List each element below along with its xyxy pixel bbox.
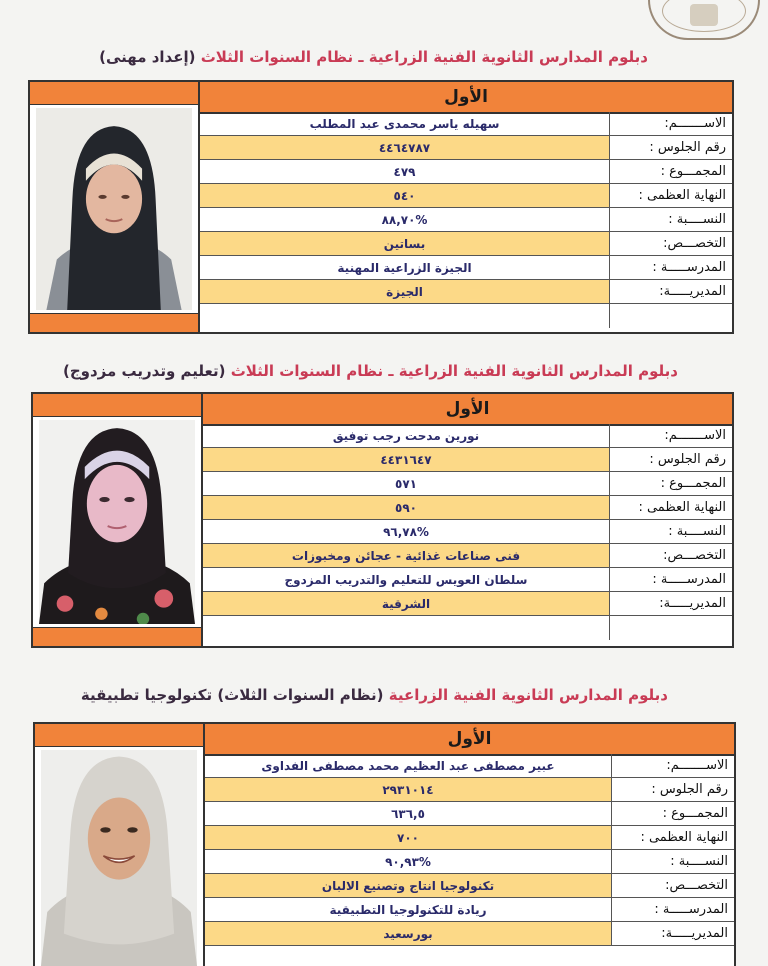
value-name: عبير مصطفى عبد العظيم محمد مصطفى الفداوى xyxy=(205,754,612,777)
result-table xyxy=(203,394,732,646)
label-seat-number: رقم الجلوس : xyxy=(649,140,726,155)
label-school: المدرســـــة : xyxy=(652,572,726,587)
row-max-score xyxy=(205,826,734,850)
label-max-score: النهاية العظمى : xyxy=(640,830,728,845)
label-total: المجمـــوع : xyxy=(662,806,728,821)
value-percentage: %٨٨,٧٠ xyxy=(200,208,610,231)
row-percentage xyxy=(205,850,734,874)
row-percentage xyxy=(200,208,732,232)
row-name xyxy=(205,754,734,778)
value-specialization: بساتين xyxy=(200,232,610,255)
label-percentage: النســــبة : xyxy=(670,854,728,869)
label-max-score: النهاية العظمى : xyxy=(638,188,726,203)
value-max-score: ٥٩٠ xyxy=(203,496,610,519)
label-specialization: التخصـــص: xyxy=(663,548,726,563)
student-photo-frame xyxy=(35,724,205,966)
section-title-main: دبلوم المدارس الثانوية الفنية الزراعية ـ نظام السنوات الثلاث xyxy=(200,48,648,66)
value-seat-number: ٤٤٦٤٧٨٧ xyxy=(200,136,610,159)
result-card xyxy=(33,722,736,966)
value-empty xyxy=(203,616,610,640)
section-title xyxy=(63,362,678,380)
row-percentage xyxy=(203,520,732,544)
value-name: سهيله ياسر محمدى عبد المطلب xyxy=(200,112,610,135)
student-photo-frame xyxy=(30,82,200,332)
label-name: الاســـــــم: xyxy=(666,758,728,773)
section-title-track: (تعليم وتدريب مزدوج) xyxy=(62,362,226,380)
label-empty xyxy=(610,304,732,328)
label-name: الاســـــــم: xyxy=(664,428,726,443)
value-max-score: ٧٠٠ xyxy=(205,826,612,849)
student-photo xyxy=(39,420,195,624)
row-school xyxy=(203,568,732,592)
value-max-score: ٥٤٠ xyxy=(200,184,610,207)
row-name xyxy=(200,112,732,136)
label-school: المدرســـــة : xyxy=(652,260,726,275)
label-specialization: التخصـــص: xyxy=(663,236,726,251)
row-total xyxy=(200,160,732,184)
label-directorate: المديريـــــة: xyxy=(659,284,726,299)
label-directorate: المديريـــــة: xyxy=(659,596,726,611)
label-max-score: النهاية العظمى : xyxy=(638,500,726,515)
row-specialization xyxy=(203,544,732,568)
row-school xyxy=(205,898,734,922)
value-percentage: %٩٦,٧٨ xyxy=(203,520,610,543)
value-directorate: الجيزة xyxy=(200,280,610,303)
label-name: الاســـــــم: xyxy=(664,116,726,131)
row-seat-number xyxy=(203,448,732,472)
section-title xyxy=(81,686,668,704)
rank-header: الأول xyxy=(203,394,732,426)
section-title-track: (إعداد مهنى) xyxy=(99,48,196,66)
rank-header: الأول xyxy=(200,82,732,114)
student-photo xyxy=(36,108,192,310)
value-school: سلطان العويس للتعليم والتدريب المزدوج xyxy=(203,568,610,591)
label-seat-number: رقم الجلوس : xyxy=(649,452,726,467)
row-max-score xyxy=(203,496,732,520)
rank-header: الأول xyxy=(205,724,734,756)
photo-band-top xyxy=(35,724,203,747)
row-directorate xyxy=(205,922,734,946)
row-empty xyxy=(200,304,732,328)
row-specialization xyxy=(205,874,734,898)
photo-band-bottom xyxy=(33,627,201,646)
row-name xyxy=(203,424,732,448)
row-seat-number xyxy=(200,136,732,160)
row-directorate xyxy=(200,280,732,304)
section-title-main: دبلوم المدارس الثانوية الفنية الزراعية xyxy=(388,686,668,704)
value-specialization: فنى صناعات غذائية - عجائن ومخبوزات xyxy=(203,544,610,567)
student-photo-frame xyxy=(33,394,203,646)
photo-band-bottom xyxy=(30,313,198,332)
result-table xyxy=(205,724,734,966)
value-total: ٥٧١ xyxy=(203,472,610,495)
section-title-main: دبلوم المدارس الثانوية الفنية الزراعية ـ نظام السنوات الثلاث xyxy=(230,362,678,380)
value-school: الجيزة الزراعية المهنية xyxy=(200,256,610,279)
value-total: ٦٣٦,٥ xyxy=(205,802,612,825)
label-empty xyxy=(610,616,732,640)
row-directorate xyxy=(203,592,732,616)
value-percentage: %٩٠,٩٣ xyxy=(205,850,612,873)
row-total xyxy=(205,802,734,826)
row-empty xyxy=(203,616,732,640)
value-seat-number: ٢٩٣١٠١٤ xyxy=(205,778,612,801)
value-directorate: الشرقية xyxy=(203,592,610,615)
result-table xyxy=(200,82,732,332)
label-percentage: النســــبة : xyxy=(668,524,726,539)
value-name: نورين مدحت رجب توفيق xyxy=(203,424,610,447)
section-title xyxy=(99,48,648,66)
row-total xyxy=(203,472,732,496)
logo-seal-icon xyxy=(690,4,718,26)
ministry-logo xyxy=(648,0,760,40)
row-school xyxy=(200,256,732,280)
label-directorate: المديريـــــة: xyxy=(661,926,728,941)
value-directorate: بورسعيد xyxy=(205,922,612,945)
label-percentage: النســــبة : xyxy=(668,212,726,227)
value-school: ريادة للتكنولوجيا التطبيقية xyxy=(205,898,612,921)
label-total: المجمـــوع : xyxy=(660,164,726,179)
photo-band-top xyxy=(33,394,201,417)
value-seat-number: ٤٤٣١٦٤٧ xyxy=(203,448,610,471)
label-school: المدرســـــة : xyxy=(654,902,728,917)
result-card xyxy=(28,80,734,334)
photo-band-top xyxy=(30,82,198,105)
value-specialization: تكنولوجيا انتاج وتصنيع الالبان xyxy=(205,874,612,897)
student-photo xyxy=(41,750,197,966)
value-empty xyxy=(200,304,610,328)
label-specialization: التخصـــص: xyxy=(665,878,728,893)
result-card xyxy=(31,392,734,648)
label-total: المجمـــوع : xyxy=(660,476,726,491)
value-total: ٤٧٩ xyxy=(200,160,610,183)
section-title-track: (نظام السنوات الثلاث) تكنولوجيا تطبيقية xyxy=(80,686,384,704)
row-seat-number xyxy=(205,778,734,802)
row-max-score xyxy=(200,184,732,208)
label-seat-number: رقم الجلوس : xyxy=(651,782,728,797)
row-specialization xyxy=(200,232,732,256)
